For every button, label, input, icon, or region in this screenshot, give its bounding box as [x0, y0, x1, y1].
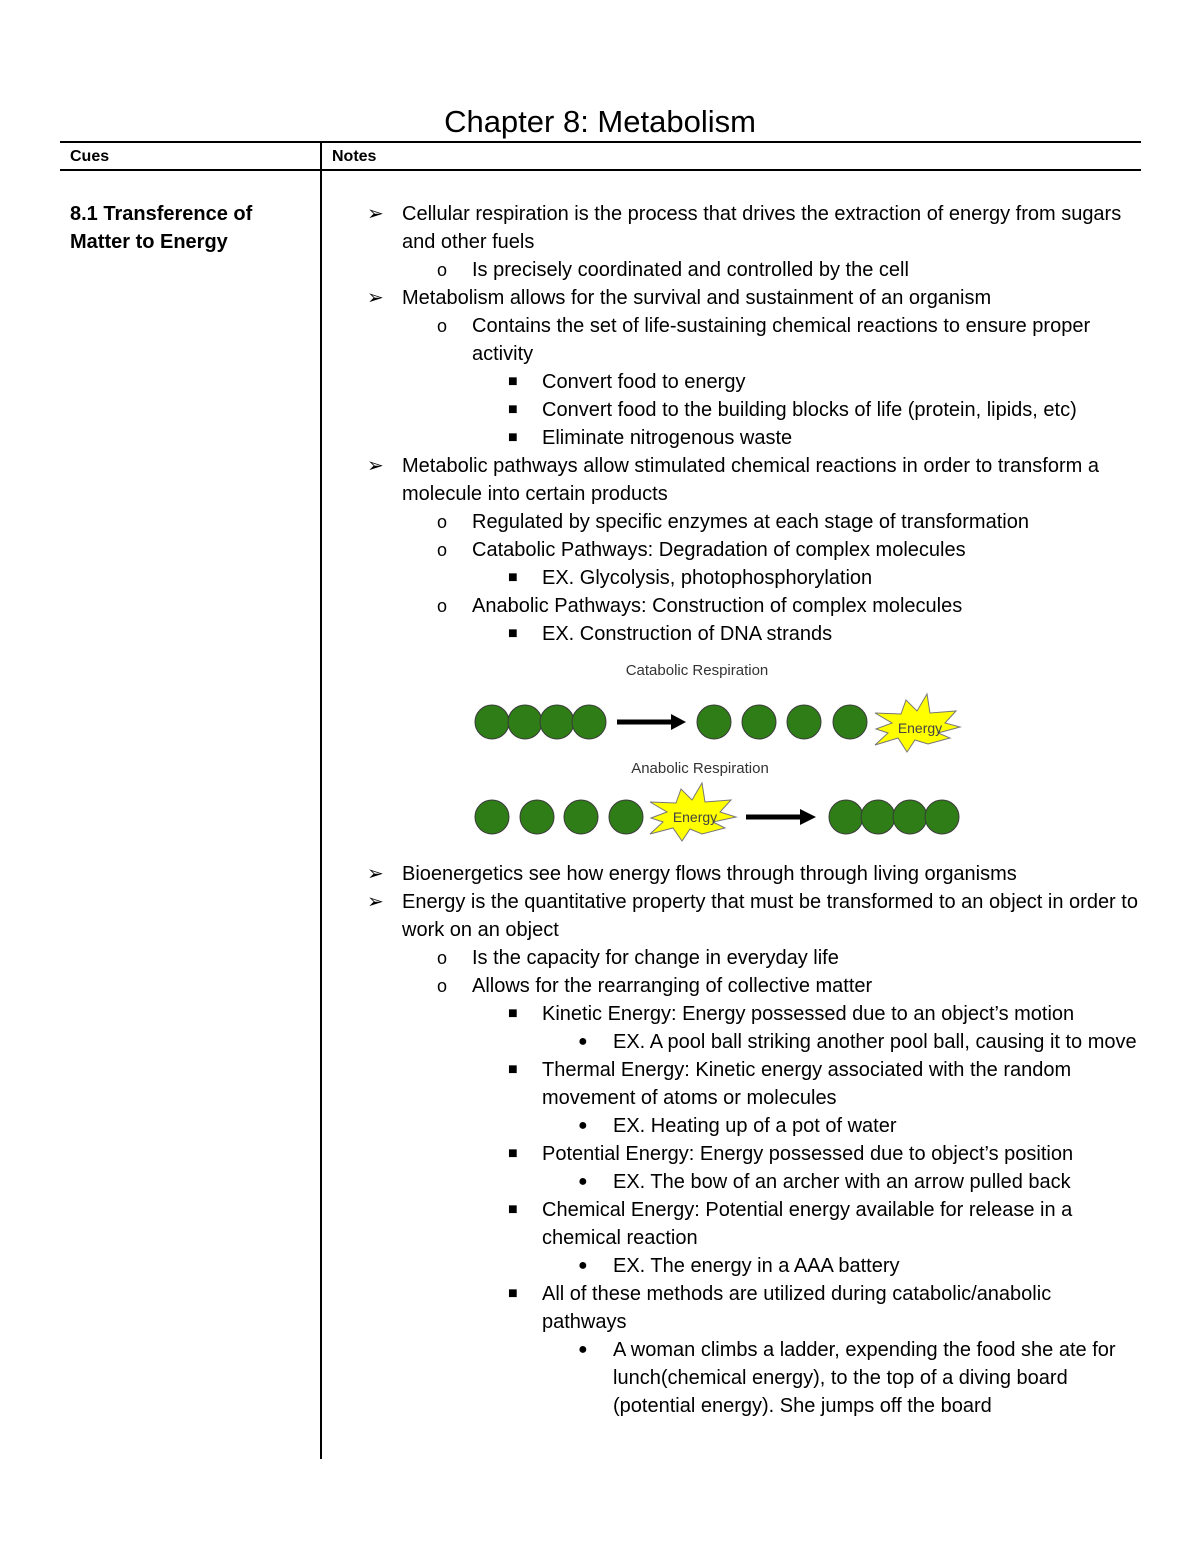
anabolic-reactant-ball — [475, 800, 509, 834]
note-item-level3 — [330, 1112, 1140, 1140]
bullet-marker-icon: ■ — [508, 373, 518, 390]
note-text: Allows for the rearranging of collective matter — [472, 975, 873, 997]
catabolic-chain-ball — [508, 705, 542, 739]
note-text: EX. Construction of DNA strands — [542, 623, 833, 645]
note-item-level0 — [330, 860, 1140, 888]
bullet-marker-icon: ■ — [508, 1145, 518, 1162]
note-text: Eliminate nitrogenous waste — [542, 427, 793, 449]
note-item-level1 — [330, 536, 1140, 564]
note-text: Cellular respiration is the process that drives the extraction of energy from sugars and other fuels — [402, 203, 1122, 253]
note-item-level1 — [330, 256, 1140, 284]
note-text: Regulated by specific enzymes at each stage of transformation — [472, 511, 1029, 533]
anabolic-reactant-ball — [609, 800, 643, 834]
bullet-marker-icon: ■ — [508, 1005, 518, 1022]
anabolic-chain-ball — [829, 800, 863, 834]
catabolic-energy-burst — [875, 694, 960, 752]
bullet-marker-icon: o — [437, 596, 448, 616]
bullet-marker-icon: o — [437, 948, 448, 968]
note-item-level2 — [330, 1000, 1140, 1028]
catabolic-energy-label: Energy — [897, 720, 943, 736]
note-item-level0 — [330, 452, 1140, 508]
note-item-level1 — [330, 944, 1140, 972]
catabolic-chain-ball — [540, 705, 574, 739]
page-title: Chapter 8: Metabolism — [444, 104, 756, 139]
anabolic-reactant-ball — [564, 800, 598, 834]
bullet-marker-icon: ■ — [508, 429, 518, 446]
anabolic-chain-ball — [861, 800, 895, 834]
bullet-marker-icon: ■ — [508, 401, 518, 418]
note-item-level2 — [330, 424, 1140, 452]
bullet-marker-icon: ● — [578, 1117, 588, 1134]
bullet-marker-icon: ➢ — [367, 203, 384, 225]
bullet-marker-icon: o — [437, 512, 448, 532]
bullet-marker-icon: ■ — [508, 569, 518, 586]
respiration-diagram — [330, 648, 1140, 860]
column-divider — [320, 141, 322, 1459]
catabolic-product-ball — [787, 705, 821, 739]
anabolic-chain-ball — [893, 800, 927, 834]
note-text: Potential Energy: Energy possessed due to object’s position — [542, 1143, 1074, 1165]
note-text: Is precisely coordinated and controlled by the cell — [472, 259, 909, 281]
note-text: Bioenergetics see how energy flows through through living organisms — [402, 863, 1017, 885]
note-item-level2 — [330, 368, 1140, 396]
note-text: Energy is the quantitative property that must be transformed to an object in order to work on an object — [402, 891, 1138, 941]
note-item-level1 — [330, 972, 1140, 1000]
note-text: EX. The bow of an archer with an arrow pulled back — [613, 1171, 1071, 1193]
note-item-level1 — [330, 508, 1140, 536]
note-item-level2 — [330, 620, 1140, 648]
note-item-level2 — [330, 1056, 1140, 1112]
bullet-marker-icon: ■ — [508, 1201, 518, 1218]
note-item-level2 — [330, 1140, 1140, 1168]
note-text: Anabolic Pathways: Construction of complex molecules — [472, 595, 963, 617]
respiration-diagram-svg — [330, 648, 1140, 860]
catabolic-product-ball — [742, 705, 776, 739]
notes-list-part2 — [330, 860, 1140, 1420]
note-item-level3 — [330, 1252, 1140, 1280]
bullet-marker-icon: o — [437, 260, 448, 280]
note-item-level0 — [330, 888, 1140, 944]
bullet-marker-icon: o — [437, 316, 448, 336]
header-top-rule — [60, 141, 1141, 143]
note-text: Is the capacity for change in everyday life — [472, 947, 839, 969]
note-text: EX. A pool ball striking another pool ball, causing it to move — [613, 1031, 1137, 1053]
catabolic-product-ball — [697, 705, 731, 739]
cue-section-title: 8.1 Transference of Matter to Energy — [70, 203, 253, 253]
note-text: Metabolic pathways allow stimulated chemical reactions in order to transform a molecule into certain products — [402, 455, 1099, 505]
anabolic-molecule-chain — [829, 800, 959, 834]
note-text: Contains the set of life-sustaining chemical reactions to ensure proper activity — [472, 315, 1091, 365]
note-text: Convert food to the building blocks of life (protein, lipids, etc) — [542, 399, 1077, 421]
note-text: Catabolic Pathways: Degradation of complex molecules — [472, 539, 966, 561]
catabolic-arrow — [617, 714, 686, 730]
note-text: Metabolism allows for the survival and sustainment of an organism — [402, 287, 992, 309]
bullet-marker-icon: ● — [578, 1257, 588, 1274]
note-text: Chemical Energy: Potential energy available for release in a chemical reaction — [542, 1199, 1073, 1249]
note-item-level2 — [330, 1280, 1140, 1336]
bullet-marker-icon: ● — [578, 1173, 588, 1190]
header-bottom-rule — [60, 169, 1141, 171]
note-item-level2 — [330, 564, 1140, 592]
note-text: All of these methods are utilized during catabolic/anabolic pathways — [542, 1283, 1052, 1333]
note-item-level2 — [330, 1196, 1140, 1252]
bullet-marker-icon: ➢ — [367, 891, 384, 913]
bullet-marker-icon: ■ — [508, 1285, 518, 1302]
note-item-level1 — [330, 312, 1140, 368]
catabolic-molecule-chain — [475, 705, 606, 739]
note-text: EX. The energy in a AAA battery — [613, 1255, 900, 1277]
note-item-level0 — [330, 284, 1140, 312]
note-item-level0 — [330, 200, 1140, 256]
anabolic-energy-burst — [650, 783, 736, 841]
bullet-marker-icon: ■ — [508, 625, 518, 642]
bullet-marker-icon: ● — [578, 1033, 588, 1050]
note-text: Convert food to energy — [542, 371, 746, 393]
catabolic-chain-ball — [475, 705, 509, 739]
note-text: A woman climbs a ladder, expending the food she ate for lunch(chemical energy), to the top of a diving board (potential energy). She jumps off the board — [613, 1339, 1116, 1417]
bullet-marker-icon: ■ — [508, 1061, 518, 1078]
note-item-level2 — [330, 396, 1140, 424]
catabolic-products — [697, 705, 867, 739]
bullet-marker-icon: o — [437, 540, 448, 560]
bullet-marker-icon: ➢ — [367, 455, 384, 477]
catabolic-product-ball — [833, 705, 867, 739]
notes-column — [330, 200, 1140, 1420]
catabolic-chain-ball — [572, 705, 606, 739]
note-item-level1 — [330, 592, 1140, 620]
bullet-marker-icon: o — [437, 976, 448, 996]
bullet-marker-icon: ➢ — [367, 863, 384, 885]
note-item-level3 — [330, 1336, 1140, 1420]
note-text: Kinetic Energy: Energy possessed due to an object’s motion — [542, 1003, 1075, 1025]
note-text: EX. Glycolysis, photophosphorylation — [542, 567, 873, 589]
note-item-level3 — [330, 1168, 1140, 1196]
bullet-marker-icon: ➢ — [367, 287, 384, 309]
notes-column-header: Notes — [332, 148, 377, 165]
catabolic-title: Catabolic Respiration — [625, 662, 769, 679]
notes-list-part1 — [330, 200, 1140, 648]
anabolic-reactant-ball — [520, 800, 554, 834]
anabolic-title: Anabolic Respiration — [631, 760, 769, 777]
note-text: Thermal Energy: Kinetic energy associated with the random movement of atoms or molecules — [542, 1059, 1072, 1109]
cues-column-header: Cues — [70, 148, 110, 165]
anabolic-energy-label: Energy — [672, 809, 718, 825]
anabolic-reactants — [475, 800, 643, 834]
anabolic-arrow — [746, 809, 816, 825]
bullet-marker-icon: ● — [578, 1341, 588, 1358]
note-item-level3 — [330, 1028, 1140, 1056]
anabolic-chain-ball — [925, 800, 959, 834]
note-text: EX. Heating up of a pot of water — [613, 1115, 897, 1137]
